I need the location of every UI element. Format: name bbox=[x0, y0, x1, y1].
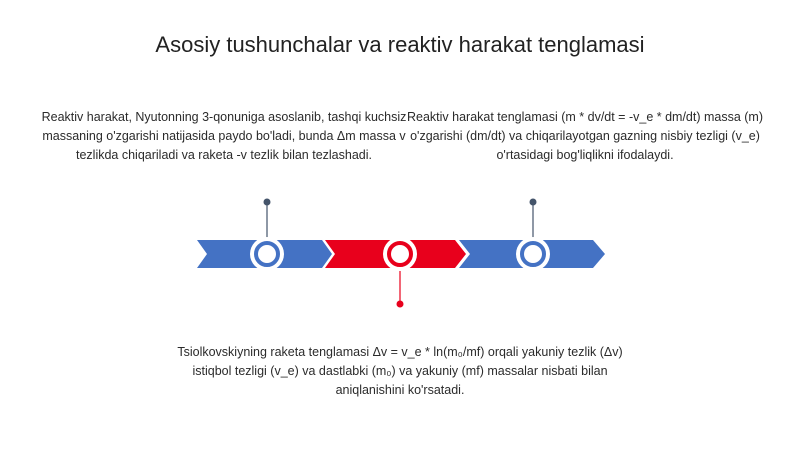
timeline-item-2-text: Tsiolkovskiyning raketa tenglamasi Δv = v_e * ln(m₀/mf) orqali yakuniy tezlik (Δv) istiqbol tezligi (v_e) va dastlabki (m₀) va yakuniy (mf) massalar nisbati bilan aniqlanishini ko'rsatadi. bbox=[177, 345, 623, 397]
timeline-marker-2 bbox=[383, 237, 417, 271]
timeline-item-1-text: Reaktiv harakat, Nyutonning 3-qonuniga asoslanib, tashqi kuchsiz massaning o'zgarishi natijasida paydo bo'ladi, bunda Δm massa v tezlikda chiqariladi va raketa -v tezlik bilan tezlashadi. bbox=[41, 110, 407, 162]
timeline-marker-1 bbox=[250, 237, 284, 271]
timeline-stem-dot-2 bbox=[397, 301, 404, 308]
timeline-stem-dot-1 bbox=[264, 199, 271, 206]
timeline-item-3-text: Reaktiv harakat tenglamasi (m * dv/dt = -v_e * dm/dt) massa (m) o'zgarishi (dm/dt) va chiqarilayotgan gazning nisbiy tezligi (v_e) o'rtasidagi bog'liqlikni ifodalaydi. bbox=[406, 110, 764, 162]
timeline-marker-3 bbox=[516, 237, 550, 271]
timeline-stem-dot-3 bbox=[530, 199, 537, 206]
slide-title: Asosiy tushunchalar va reaktiv harakat tenglamasi bbox=[155, 32, 645, 57]
